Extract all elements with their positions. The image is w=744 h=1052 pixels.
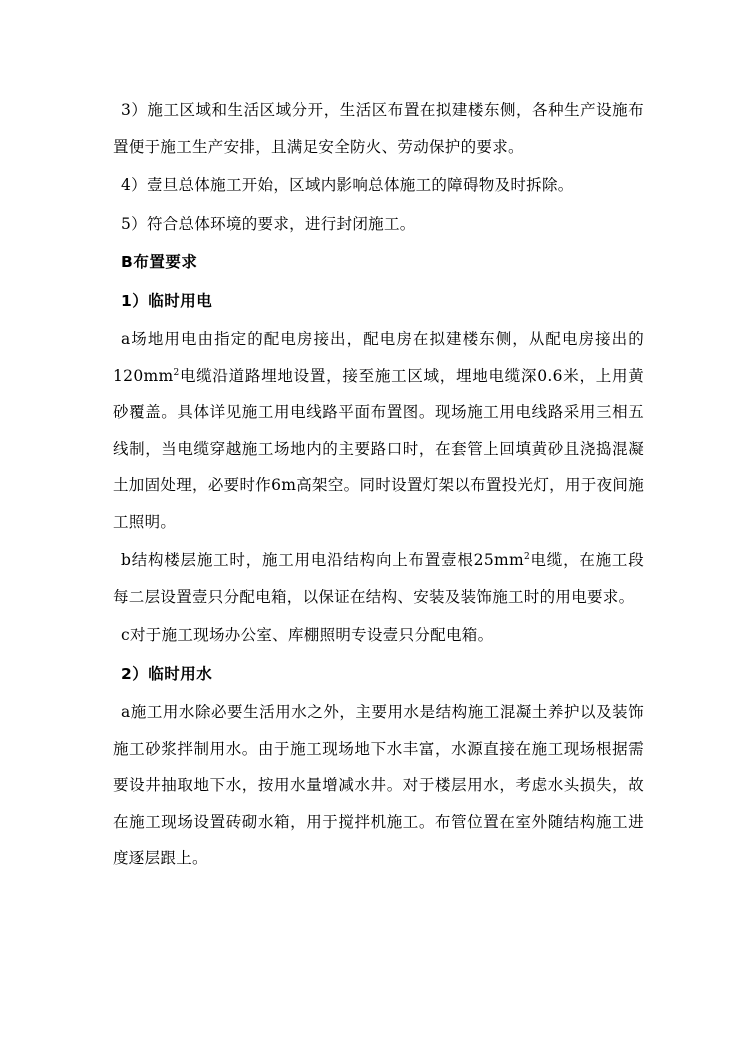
paragraph-item-5: 5）符合总体环境的要求，进行封闭施工。 [121, 214, 416, 233]
paragraph-water-a: a施工用水除必要生活用水之外，主要用水是结构施工混凝土养护以及装饰施工砂浆拌制用水。由于施工现场地下水丰富，水源直接在施工现场根据需要设井抽取地下水，按用水量增减水井。对于楼层用水，考虑水头损失，故在施工现场设置砖砌水箱，用于搅拌机施工。布管位置在室外随结构施工进度逐层跟上。 [113, 703, 644, 867]
paragraph-item-3: 3）施工区域和生活区域分开，生活区布置在拟建楼东侧，各种生产设施布置便于施工生产安排，且满足安全防火、劳动保护的要求。 [113, 101, 644, 156]
paragraph-item-4: 4）壹旦总体施工开始，区域内影响总体施工的障碍物及时拆除。 [121, 176, 574, 194]
paragraph-electricity-a [113, 321, 644, 540]
heading-temporary-electricity: 1）临时用电 [121, 291, 213, 310]
paragraph-electricity-c: c对于施工现场办公室、库棚照明专设壹只分配电箱。 [121, 626, 494, 644]
electricity-b-superscript: 2 [523, 551, 531, 562]
electricity-a-superscript: 2 [173, 367, 180, 378]
heading-temporary-water: 2）临时用水 [121, 664, 213, 683]
electricity-b-text-1: b结构楼层施工时，施工用电沿结构向上布置壹根25mm [121, 551, 524, 569]
electricity-b-text-2: 电缆，在施工段每二层设置壹只分配电箱，以保证在结构、安装及装饰施工时的用电要求。 [113, 551, 644, 606]
paragraph-electricity-b [113, 542, 644, 615]
electricity-a-text-1: a场地用电由指定的配电房接出，配电房在拟建楼东侧，从配电房接出的120mm [113, 330, 644, 385]
section-heading-b: B布置要求 [121, 253, 198, 271]
electricity-a-text-2: 电缆沿道路埋地设置，接至施工区域，埋地电缆深0.6米，上用黄砂覆盖。具体详见施工用电线路平面布置图。现场施工用电线路采用三相五线制，当电缆穿越施工场地内的主要路口时，在套管上回填黄砂且浇捣混凝土加固处理，必要时作6m高架空。同时设置灯架以布置投光灯，用于夜间施工照明。 [113, 366, 644, 531]
